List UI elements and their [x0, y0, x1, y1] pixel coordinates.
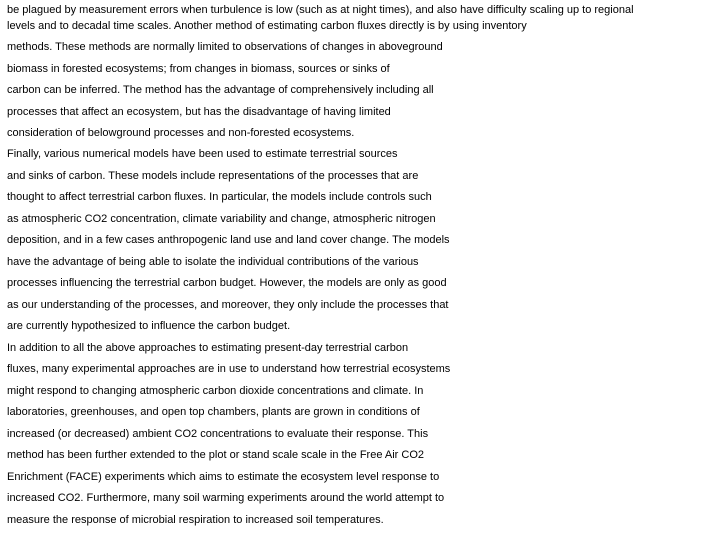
text-line-18: fluxes, many experimental approaches are in use to understand how terrestrial ecosystems: [7, 363, 451, 375]
text-line-1: be plagued by measurement errors when turbulence is low (such as at night times), and also have difficulty scaling up to regional: [7, 4, 634, 16]
text-line-25: measure the response of microbial respiration to increased soil temperatures.: [7, 514, 384, 526]
text-line-8: Finally, various numerical models have been used to estimate terrestrial sources: [7, 148, 398, 160]
text-line-12: deposition, and in a few cases anthropogenic land use and land cover change. The models: [7, 234, 450, 246]
text-line-6: processes that affect an ecosystem, but has the disadvantage of having limited: [7, 106, 391, 118]
text-line-13: have the advantage of being able to isolate the individual contributions of the various: [7, 256, 419, 268]
text-line-23: Enrichment (FACE) experiments which aims to estimate the ecosystem level response to: [7, 471, 440, 483]
text-line-5: carbon can be inferred. The method has the advantage of comprehensively including all: [7, 84, 434, 96]
text-line-16: are currently hypothesized to influence the carbon budget.: [7, 320, 291, 332]
text-line-20: laboratories, greenhouses, and open top chambers, plants are grown in conditions of: [7, 406, 420, 418]
text-line-14: processes influencing the terrestrial carbon budget. However, the models are only as good: [7, 277, 447, 289]
text-line-17: In addition to all the above approaches to estimating present-day terrestrial carbon: [7, 342, 409, 354]
text-line-21: increased (or decreased) ambient CO2 concentrations to evaluate their response. This: [7, 428, 429, 440]
document-text: [7, 0, 717, 540]
text-line-10: thought to affect terrestrial carbon fluxes. In particular, the models include controls such: [7, 191, 432, 203]
text-line-2: levels and to decadal time scales. Another method of estimating carbon fluxes directly is by using inventory: [7, 20, 527, 32]
text-line-3: methods. These methods are normally limited to observations of changes in aboveground: [7, 41, 443, 53]
text-line-22: method has been further extended to the plot or stand scale scale in the Free Air CO2: [7, 449, 425, 461]
text-line-19: might respond to changing atmospheric carbon dioxide concentrations and climate. In: [7, 385, 424, 397]
text-line-11: as atmospheric CO2 concentration, climate variability and change, atmospheric nitrogen: [7, 213, 436, 225]
text-line-24: increased CO2. Furthermore, many soil warming experiments around the world attempt to: [7, 492, 445, 504]
text-line-9: and sinks of carbon. These models include representations of the processes that are: [7, 170, 419, 182]
text-line-7: consideration of belowground processes and non-forested ecosystems.: [7, 127, 355, 139]
text-line-4: biomass in forested ecosystems; from changes in biomass, sources or sinks of: [7, 63, 390, 75]
text-line-15: as our understanding of the processes, and moreover, they only include the processes that: [7, 299, 449, 311]
